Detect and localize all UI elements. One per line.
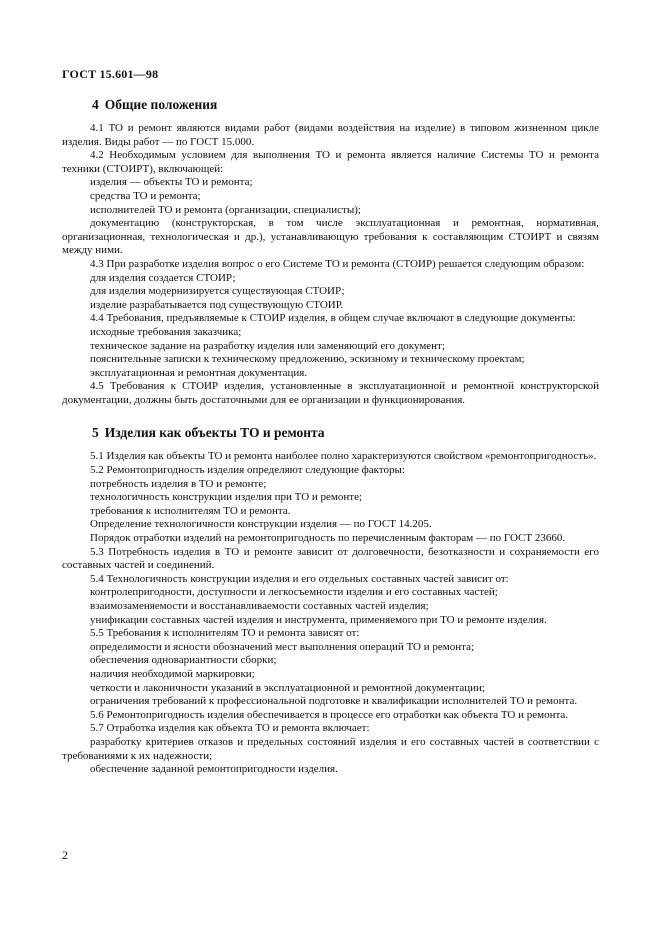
paragraph: документацию (конструкторская, в том числе эксплуатационная и ремонтная, нормативная, организационная, технологическая и др.), устанавливающую требования к составляющим СТОИРТ и связям между ними. — [62, 217, 599, 257]
list-item: Определение технологичности конструкции изделия — по ГОСТ 14.205. — [90, 518, 432, 531]
paragraph: ограничения требований к профессиональной подготовке и квалификации исполнителей ТО и ремонта. — [90, 695, 578, 708]
section-heading — [92, 425, 599, 441]
paragraph: 5.6 Ремонтопригодность изделия обеспечивается в процессе его отработки как объекта ТО и ремонта. — [90, 708, 569, 721]
section-number: 5 — [92, 425, 99, 441]
page-number: 2 — [62, 848, 68, 862]
list-item: техническое задание на разработку изделия или заменяющий его документ; — [90, 339, 445, 352]
paragraph: унификации составных частей изделия и инструмента, применяемого при ТО и ремонте изделия. — [90, 613, 547, 626]
document-body — [62, 97, 599, 777]
list-item: обеспечение заданной ремонтопригодности изделия. — [90, 763, 338, 776]
list-item: наличия необходимой маркировки; — [90, 667, 255, 680]
list-item: исполнителей ТО и ремонта (организации, специалисты); — [90, 203, 361, 216]
paragraph: 4.2 Необходимым условием для выполнения ТО и ремонта является наличие Системы ТО и ремонта техники (СТОИРТ), включающей: — [62, 149, 599, 175]
list-item: обеспечения одновариантности сборки; — [90, 654, 277, 667]
paragraph: 5.7 Отработка изделия как объекта ТО и ремонта включает: — [90, 722, 370, 735]
list-item: средства ТО и ремонта; — [90, 189, 201, 202]
paragraph: 5.5 Требования к исполнителям ТО и ремонта зависят от: — [90, 627, 360, 640]
section-title: Изделия как объекты ТО и ремонта — [104, 425, 325, 441]
list-item: требования к исполнителям ТО и ремонта. — [90, 504, 291, 517]
list-item: определимости и ясности обозначений мест выполнения операций ТО и ремонта; — [90, 640, 475, 653]
list-item: пояснительные записки к техническому предложению, эскизному и техническому проектам; — [90, 353, 525, 366]
paragraph: 5.4 Технологичность конструкции изделия и его отдельных составных частей зависит от: — [90, 572, 509, 585]
paragraph: 4.4 Требования, предъявляемые к СТОИР изделия, в общем случае включают в следующие документы: — [90, 312, 576, 325]
paragraph: 5.2 Ремонтопригодность изделия определяют следующие факторы: — [90, 464, 405, 477]
list-item: четкости и лаконичности указаний в эксплуатационной и ремонтной документации; — [90, 681, 485, 694]
list-item: для изделия создается СТОИР; — [90, 271, 236, 284]
list-item: эксплуатационная и ремонтная документация. — [90, 366, 308, 379]
paragraph: 4.5 Требования к СТОИР изделия, установленные в эксплуатационной и ремонтной конструкторской документации, должны быть достаточными для ее организации и функционирования. — [62, 380, 599, 406]
paragraph: 5.3 Потребность изделия в ТО и ремонте зависит от долговечности, безотказности и сохраняемости его составных частей и соединений. — [62, 545, 599, 572]
list-item: исходные требования заказчика; — [90, 325, 242, 338]
section-number: 4 — [92, 97, 99, 112]
section-title: Общие положения — [104, 97, 218, 112]
document-header: ГОСТ 15.601—98 — [62, 67, 159, 81]
list-item: изделия — объекты ТО и ремонта; — [90, 176, 253, 189]
paragraph: Порядок отработки изделий на ремонтопригодность по перечисленным факторам — по ГОСТ 23660. — [90, 532, 566, 545]
paragraph: 4.3 При разработке изделия вопрос о его Системе ТО и ремонта (СТОИР) решается следующим образом: — [90, 257, 585, 270]
section-heading — [92, 97, 599, 113]
list-item: взаимозаменяемости и восстанавливаемости составных частей изделия; — [90, 600, 429, 612]
paragraph: 4.1 ТО и ремонт являются видами работ (видами воздействия на изделие) в типовом жизненном цикле изделия. Виды работ — по ГОСТ 15.000. — [62, 122, 599, 148]
paragraph: 5.1 Изделия как объекты ТО и ремонта наиболее полно характеризуются свойством «ремонтопригодность». — [90, 450, 597, 463]
list-item: изделие разрабатывается под существующую СТОИР. — [90, 298, 344, 311]
list-item: для изделия модернизируется существующая СТОИР; — [90, 285, 345, 298]
list-item: потребность изделия в ТО и ремонте; — [90, 477, 267, 490]
list-item: технологичность конструкции изделия при ТО и ремонте; — [90, 491, 363, 504]
list-item: контролепригодности, доступности и легкосъемности изделия и его составных частей; — [90, 586, 498, 599]
paragraph: разработку критериев отказов и предельных состояний изделия и его составных частей в соответствии с требованиями к их надежности; — [62, 735, 599, 762]
